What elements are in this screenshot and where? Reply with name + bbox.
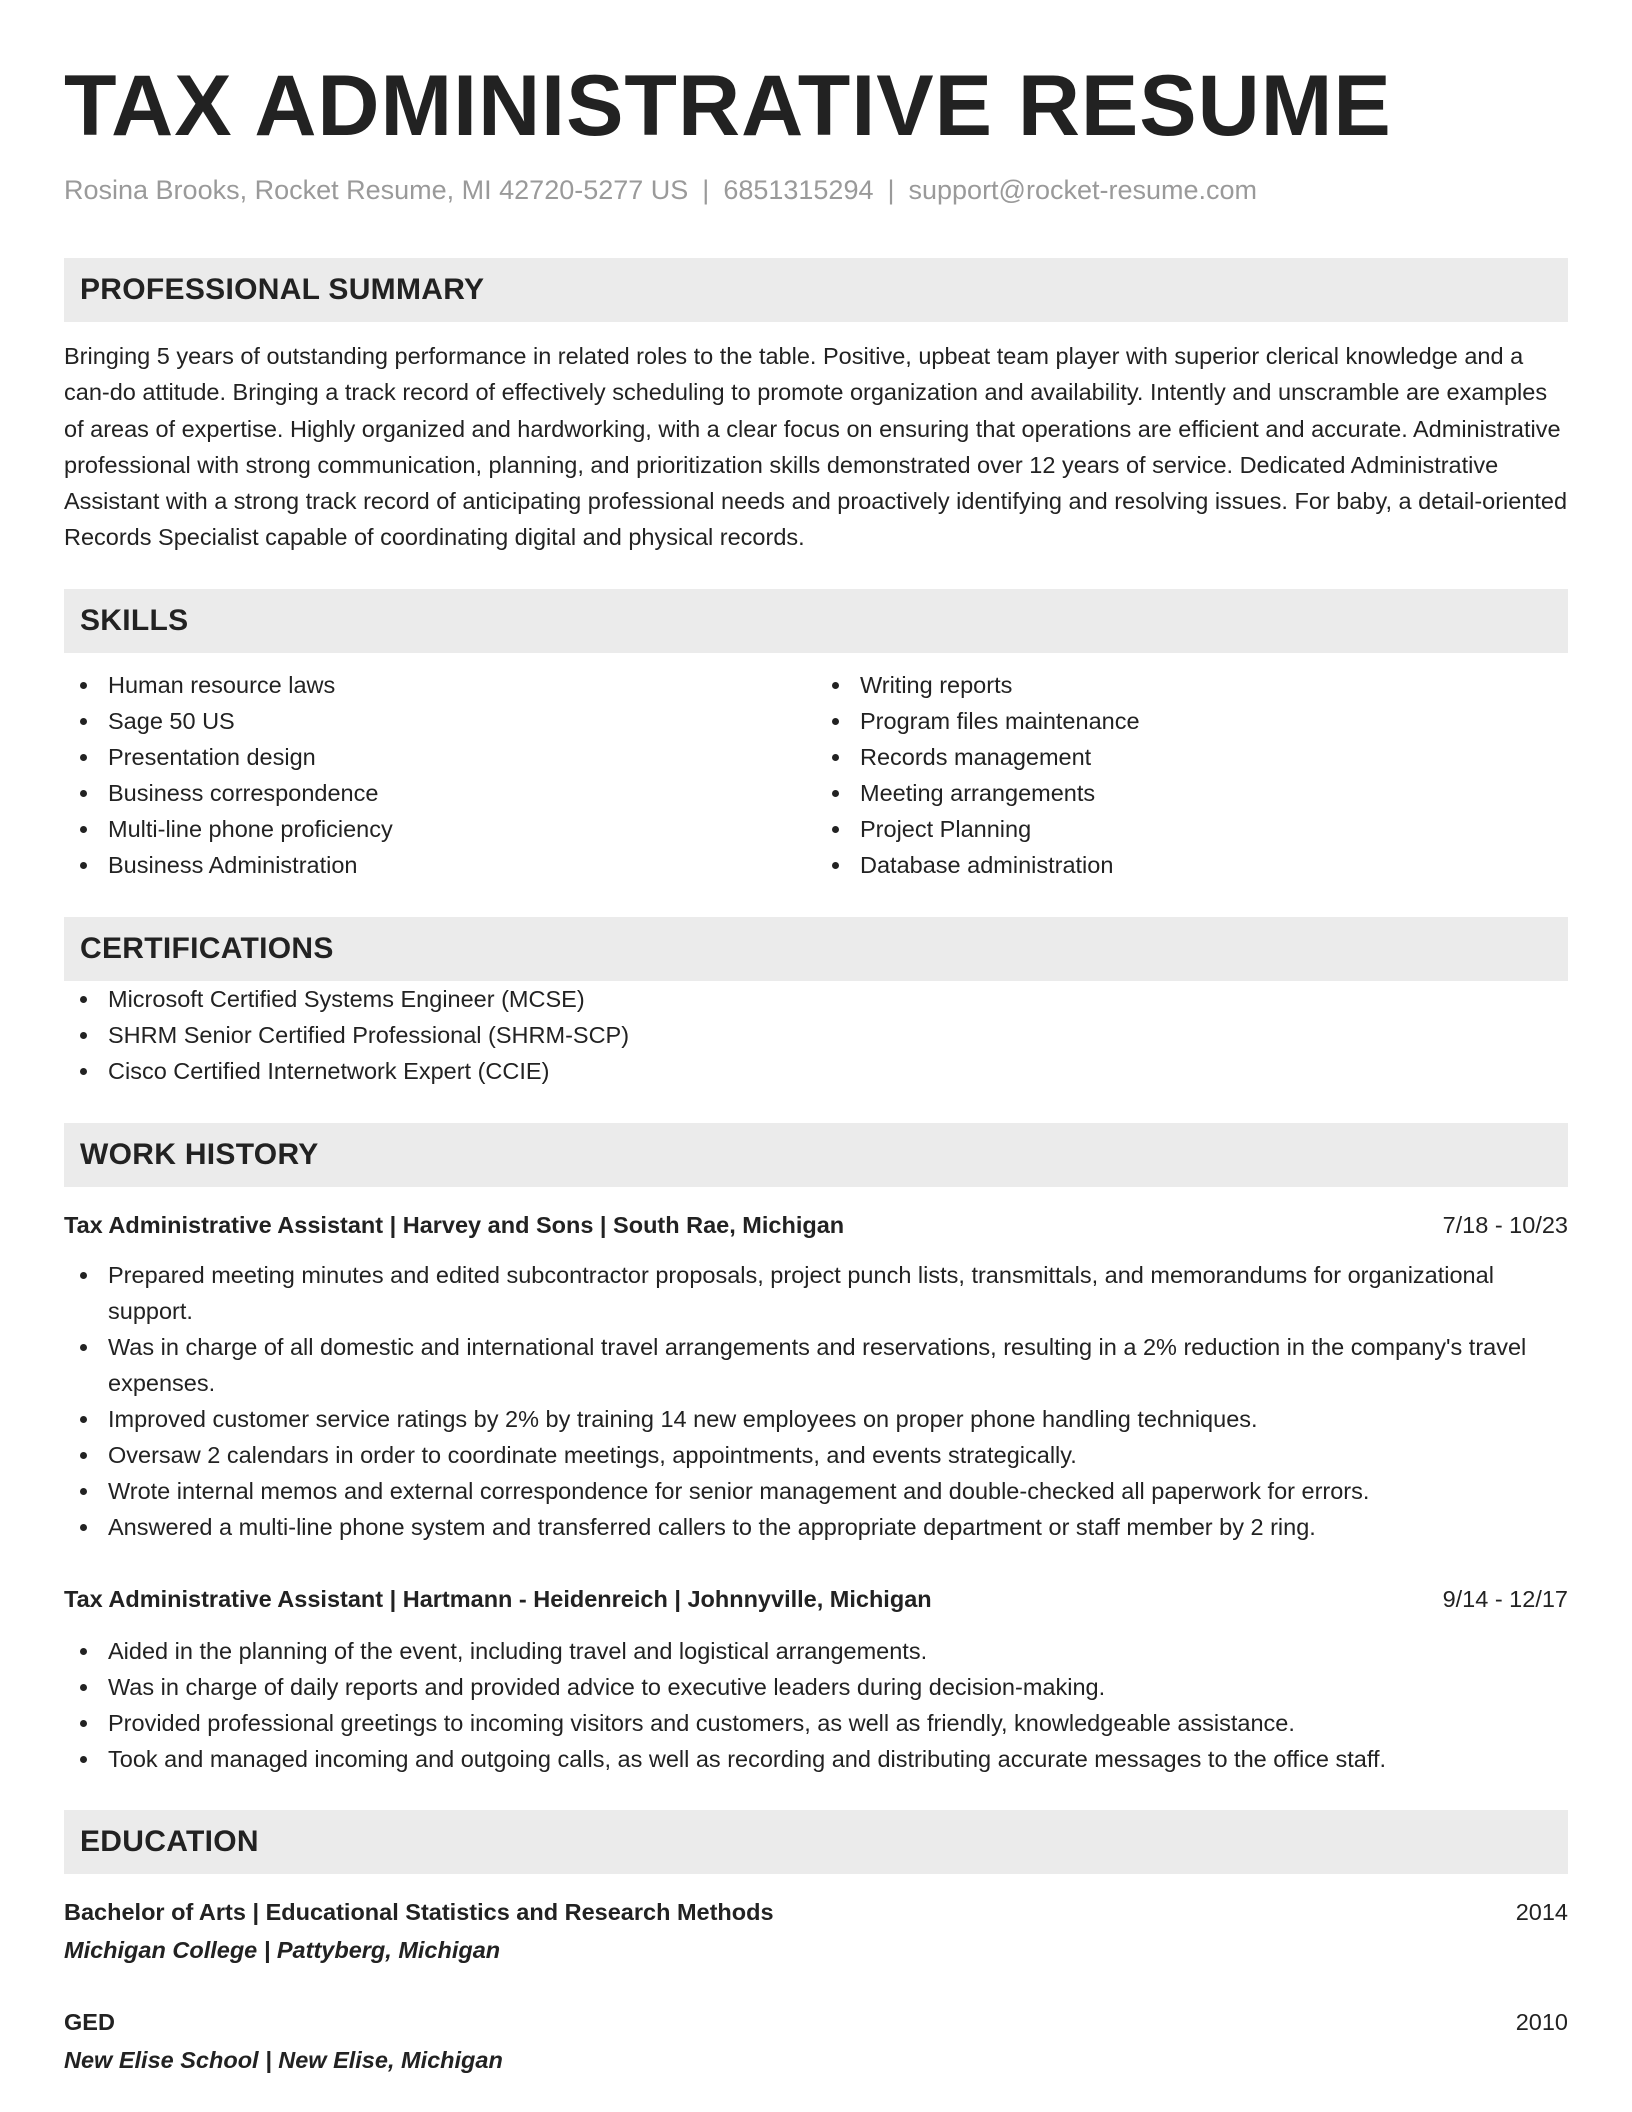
contact-address: Rosina Brooks, Rocket Resume, MI 42720-5277 US: [64, 175, 689, 205]
section-heading-certifications: CERTIFICATIONS: [64, 917, 1568, 981]
skills-list-right: [816, 667, 1568, 883]
skills-column-right: [816, 667, 1568, 883]
summary-text: Bringing 5 years of outstanding performance in related roles to the table. Positive, upbeat team player with superior clerical knowledge and a can-do attitude. Bringing a track record of effectively scheduling to promote organization and availability. Intently and unscramble are examples of areas of expertise. Highly organized and hardworking, with a clear focus on ensuring that operations are efficient and accurate. Administrative professional with strong communication, planning, and prioritization skills demonstrated over 12 years of service. Dedicated Administrative Assistant with a strong track record of anticipating professional needs and proactively identifying and resolving issues. For baby, a detail-oriented Records Specialist capable of coordinating digital and physical records.: [64, 343, 1568, 551]
certifications-list: [64, 981, 1568, 1089]
certification-item: Cisco Certified Internetwork Expert (CCIE): [64, 1053, 1568, 1089]
skills-column-left: [64, 667, 816, 883]
job-bullets: [64, 1633, 1568, 1777]
job-bullet: Provided professional greetings to incoming visitors and customers, as well as friendly, knowledgeable assistance.: [64, 1705, 1568, 1741]
contact-separator: |: [702, 175, 710, 205]
education-degree: Bachelor of Arts | Educational Statistics and Research Methods: [64, 1898, 774, 1925]
skill-item: Business Administration: [64, 847, 816, 883]
resume-title: TAX ADMINISTRATIVE RESUME: [64, 58, 1392, 154]
contact-phone: 6851315294: [723, 175, 874, 205]
skill-item: Database administration: [816, 847, 1568, 883]
skill-item: Project Planning: [816, 811, 1568, 847]
contact-separator: |: [887, 175, 895, 205]
section-heading-education: EDUCATION: [64, 1810, 1568, 1874]
job-bullet: Was in charge of all domestic and international travel arrangements and reservations, resulting in a 2% reduction in the company's travel expenses.: [64, 1329, 1568, 1401]
job-dates: 7/18 - 10/23: [1442, 1211, 1568, 1238]
education-school: Michigan College | Pattyberg, Michigan: [64, 1936, 501, 1963]
job-entry: [64, 1207, 1568, 1545]
job-bullet: Aided in the planning of the event, including travel and logistical arrangements.: [64, 1633, 1568, 1669]
job-entry: [64, 1581, 1568, 1777]
skill-item: Business correspondence: [64, 775, 816, 811]
education-year: 2014: [1515, 1898, 1568, 1925]
education-entry: [64, 1894, 1568, 1968]
job-header: [64, 1581, 1568, 1617]
contact-line: [64, 172, 1568, 208]
skill-item: Human resource laws: [64, 667, 816, 703]
job-bullet: Was in charge of daily reports and provided advice to executive leaders during decision-making.: [64, 1669, 1568, 1705]
job-bullet: Took and managed incoming and outgoing calls, as well as recording and distributing accurate messages to the office staff.: [64, 1741, 1568, 1777]
education-header: [64, 2004, 1568, 2040]
job-bullet: Answered a multi-line phone system and transferred callers to the appropriate department or staff member by 2 ring.: [64, 1509, 1568, 1545]
contact-email[interactable]: support@rocket-resume.com: [908, 175, 1258, 205]
job-bullet: Wrote internal memos and external correspondence for senior management and double-checked all paperwork for errors.: [64, 1473, 1568, 1509]
skill-item: Presentation design: [64, 739, 816, 775]
education-entry: [64, 2004, 1568, 2078]
skill-item: Records management: [816, 739, 1568, 775]
skills-list-left: [64, 667, 816, 883]
certification-item: SHRM Senior Certified Professional (SHRM-SCP): [64, 1017, 1568, 1053]
skill-item: Multi-line phone proficiency: [64, 811, 816, 847]
section-heading-summary: PROFESSIONAL SUMMARY: [64, 258, 1568, 322]
job-title: Tax Administrative Assistant | Hartmann - Heidenreich | Johnnyville, Michigan: [64, 1585, 932, 1612]
job-dates: 9/14 - 12/17: [1442, 1585, 1568, 1612]
job-bullet: Improved customer service ratings by 2% by training 14 new employees on proper phone handling techniques.: [64, 1401, 1568, 1437]
education-year: 2010: [1515, 2008, 1568, 2035]
certification-item: Microsoft Certified Systems Engineer (MCSE): [64, 981, 1568, 1017]
section-heading-work-history: WORK HISTORY: [64, 1123, 1568, 1187]
skill-item: Sage 50 US: [64, 703, 816, 739]
skill-item: Program files maintenance: [816, 703, 1568, 739]
job-bullet: Oversaw 2 calendars in order to coordinate meetings, appointments, and events strategically.: [64, 1437, 1568, 1473]
education-header: [64, 1894, 1568, 1930]
section-heading-skills: SKILLS: [64, 589, 1568, 653]
skill-item: Meeting arrangements: [816, 775, 1568, 811]
education-school: New Elise School | New Elise, Michigan: [64, 2046, 503, 2073]
education-degree: GED: [64, 2008, 115, 2035]
job-bullet: Prepared meeting minutes and edited subcontractor proposals, project punch lists, transmittals, and memorandums for organizational support.: [64, 1257, 1568, 1329]
skill-item: Writing reports: [816, 667, 1568, 703]
job-title: Tax Administrative Assistant | Harvey and Sons | South Rae, Michigan: [64, 1211, 845, 1238]
job-header: [64, 1207, 1568, 1243]
job-bullets: [64, 1257, 1568, 1545]
skills-grid: [64, 667, 1568, 883]
